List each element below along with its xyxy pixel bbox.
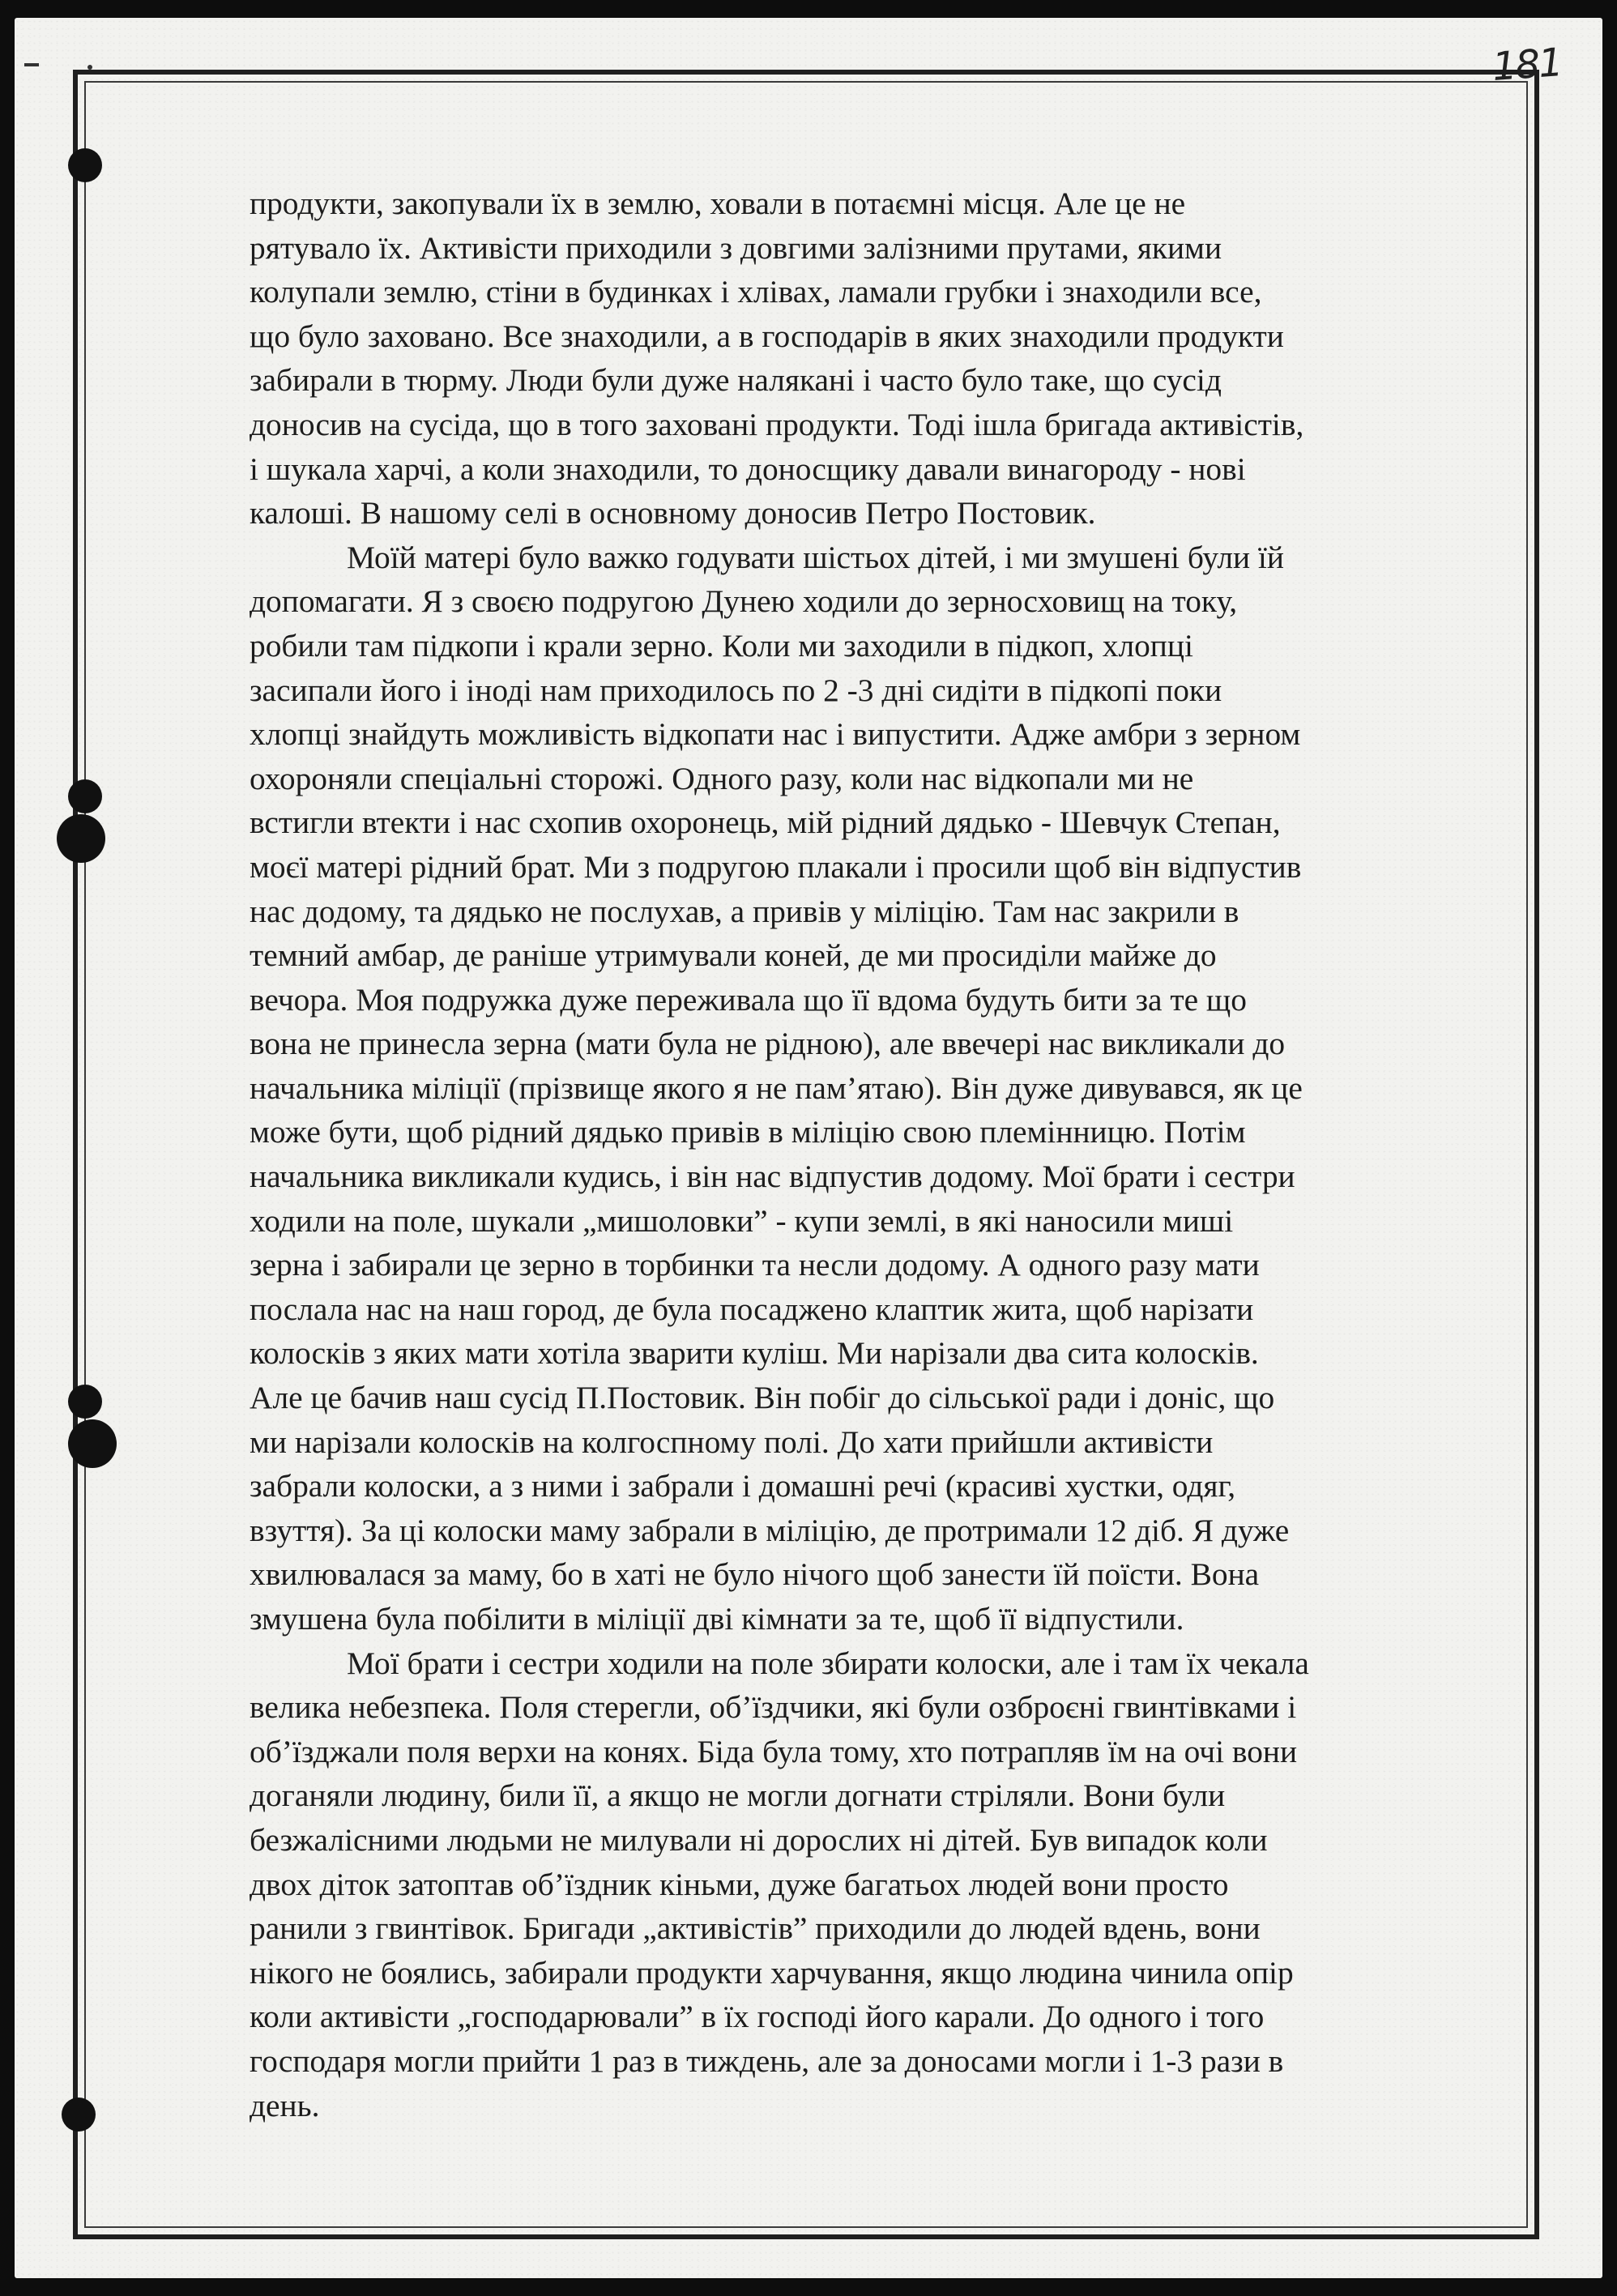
- page-number: 181: [1491, 40, 1564, 90]
- margin-mark: [24, 63, 39, 66]
- punch-hole: [68, 779, 102, 813]
- punch-hole: [57, 814, 105, 863]
- punch-hole: [68, 1385, 102, 1419]
- paragraph: Моїй матері було важко годувати шістьох дітей, і ми змушені були їй допомагати. Я з своєю подругою Дунею ходили до зерносховищ на току, робили там підкопи і крали зерно. Коли ми заходили в підкоп, хлопці засипали його і іноді нам приходилось по 2 -3 дні сидіти в підкопі поки хлопці знайдуть можливість відкопати нас і випустити. Адже амбри з зерном охороняли спеціальні сторожі. Одного разу, коли нас відкопали ми не встигли втекти і нас схопив охоронець, мій рідний дядько - Шевчук Степан, моєї матері рідний брат. Ми з подругою плакали і просили щоб він відпустив нас додому, та дядько не послухав, а привів у міліцію. Там нас закрили в темний амбар, де раніше утримували коней, де ми просиділи майже до вечора. Моя подружка дуже переживала що її вдома будуть бити за те що вона не принесла зерна (мати була не рідною), але ввечері нас викликали до начальника міліції (прізвище якого я не пам’ятаю). Він дуже дивувався, як це може бути, щоб рідний дядько привів в міліцію свою племінницю. Потім начальника викликали кудись, і він нас відпустив додому. Мої брати і сестри ходили на поле, шукали „мишоловки” - купи землі, в які наносили миші зерна і забирали це зерно в торбинки та несли додому. А одного разу мати послала нас на наш город, де була посаджено клаптик жита, щоб нарізати колосків з яких мати хотіла зварити куліш. Ми нарізали два сита колосків. Але це бачив наш сусід П.Постовик. Він побіг до сільської ради і доніс, що ми нарізали колосків на колгоспному полі. До хати прийшли активісти забрали колоски, а з ними і забрали і домашні речі (красиві хустки, одяг, взуття). За ці колоски маму забрали в міліцію, де протримали 12 діб. Я дуже хвилювалася за маму, бо в хаті не було нічого щоб занести їй поїсти. Вона змушена була побілити в міліції дві кімнати за те, щоб її відпустили.: [250, 539, 1303, 1637]
- body-text: [250, 181, 1513, 2127]
- punch-hole: [68, 148, 102, 182]
- paragraph: Мої брати і сестри ходили на поле збирати колоски, але і там їх чекала велика небезпека. Поля стерегли, об’їздчики, які були озброєні гвинтівками і об’їзджали поля верхи на конях. Біда була тому, хто потрапляв їм на очі вони доганяли людину, били її, а якщо не могли догнати стріляли. Вони були безжалісними людьми не милували ні дорослих ні дітей. Був випадок коли двох діток затоптав об’їздник кіньми, дуже багатьох людей вони просто ранили з гвинтівок. Бригади „активістів” приходили до людей вдень, вони нікого не боялись, забирали продукти харчування, якщо людина чинила опір коли активісти „господарювали” в їх господі його карали. До одного і того господаря могли прийти 1 раз в тиждень, але за доносами могли і 1-3 рази в день.: [250, 1645, 1309, 2123]
- paragraph: продукти, закопували їх в землю, ховали в потаємні місця. Але це не рятувало їх. Активісти приходили з довгими залізними прутами, якими колупали землю, стіни в будинках і хлівах, ламали грубки і знаходили все, що було заховано. Все знаходили, а в господарів в яких знаходили продукти забирали в тюрму. Люди були дуже налякані і часто було таке, що сусід доносив на сусіда, що в того заховані продукти. Тоді ішла бригада активістів, і шукала харчі, а коли знаходили, то доносщику давали винагороду - нові калоші. В нашому селі в основному доносив Петро Постовик.: [250, 186, 1304, 531]
- punch-hole: [68, 1419, 117, 1468]
- punch-hole: [62, 2098, 96, 2132]
